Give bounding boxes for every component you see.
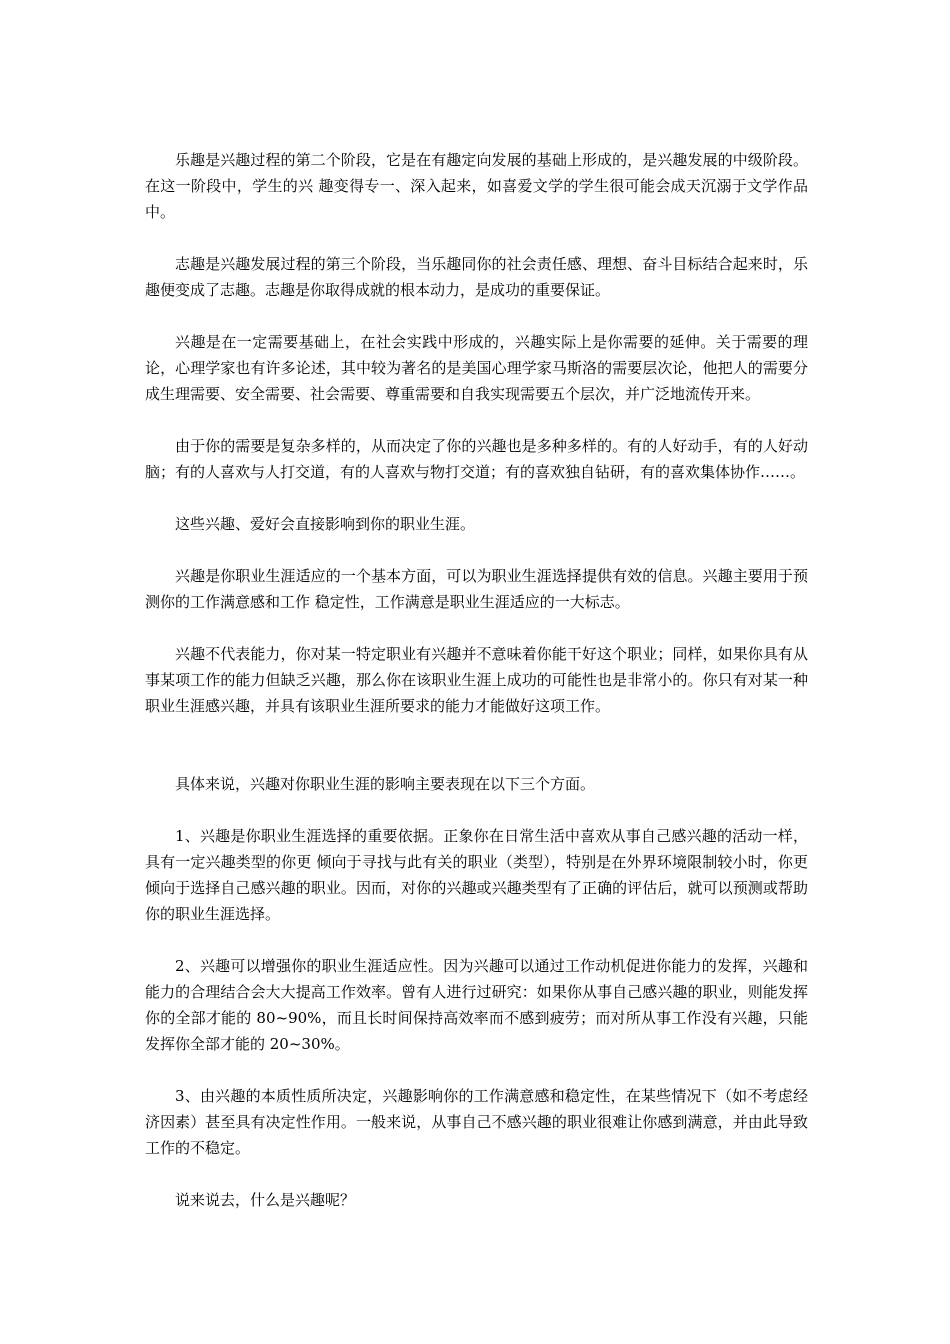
paragraph-1: 乐趣是兴趣过程的第二个阶段，它是在有趣定向发展的基础上形成的，是兴趣发展的中级阶段。在这一阶段中，学生的兴 趣变得专一、深入起来，如喜爱文学的学生很可能会成天沉溺于文学作品中。 [145, 151, 808, 221]
paragraph-11: 3、由兴趣的本质性质所决定，兴趣影响你的工作满意感和稳定性，在某些情况下（如不考虑经济因素）甚至具有决定性作用。一般来说，从事自己不感兴趣的职业很难让你感到满意，并由此导致工作的不稳定。 [145, 1087, 808, 1157]
paragraph-8: 具体来说，兴趣对你职业生涯的影响主要表现在以下三个方面。 [175, 775, 596, 793]
paragraph-3: 兴趣是在一定需要基础上，在社会实践中形成的，兴趣实际上是你需要的延伸。关于需要的理论，心理学家也有许多论述，其中较为著名的是美国心理学家马斯洛的需要层次论，他把人的需要分成生理需要、安全需要、社会需要、尊重需要和自我实现需要五个层次，并广泛地流传开来。 [145, 333, 808, 403]
paragraph-10: 2、兴趣可以增强你的职业生涯适应性。因为兴趣可以通过工作动机促进你能力的发挥，兴趣和能力的合理结合会大大提高工作效率。曾有人进行过研究：如果你从事自己感兴趣的职业，则能发挥你的全部才能的 80~90%，而且长时间保持高效率而不感到疲劳；而对所从事工作没有兴趣，只能发挥你全部才能的 20~30%。 [145, 957, 808, 1053]
paragraph-4: 由于你的需要是复杂多样的，从而决定了你的兴趣也是多种多样的。有的人好动手，有的人好动脑；有的人喜欢与人打交道，有的人喜欢与物打交道；有的喜欢独自钻研，有的喜欢集体协作……。 [145, 437, 808, 481]
paragraph-9: 1、兴趣是你职业生涯选择的重要依据。正象你在日常生活中喜欢从事自己感兴趣的活动一样，具有一定兴趣类型的你更 倾向于寻找与此有关的职业（类型），特别是在外界环境限制较小时，你更倾向于选择自己感兴趣的职业。因而，对你的兴趣或兴趣类型有了正确的评估后，就可以预测或帮助你的职业生涯选择。 [145, 827, 808, 923]
paragraph-2: 志趣是兴趣发展过程的第三个阶段，当乐趣同你的社会责任感、理想、奋斗目标结合起来时，乐趣便变成了志趣。志趣是你取得成就的根本动力，是成功的重要保证。 [145, 255, 808, 299]
paragraph-7: 兴趣不代表能力，你对某一特定职业有兴趣并不意味着你能干好这个职业；同样，如果你具有从事某项工作的能力但缺乏兴趣，那么你在该职业生涯上成功的可能性也是非常小的。你只有对某一种职业生涯感兴趣，并具有该职业生涯所要求的能力才能做好这项工作。 [145, 645, 808, 715]
paragraph-5: 这些兴趣、爱好会直接影响到你的职业生涯。 [175, 515, 476, 533]
paragraph-6: 兴趣是你职业生涯适应的一个基本方面，可以为职业生涯选择提供有效的信息。兴趣主要用于预测你的工作满意感和工作 稳定性，工作满意是职业生涯适应的一大标志。 [145, 567, 808, 611]
paragraph-12: 说来说去，什么是兴趣呢？ [175, 1191, 356, 1209]
document-body [145, 147, 808, 1239]
